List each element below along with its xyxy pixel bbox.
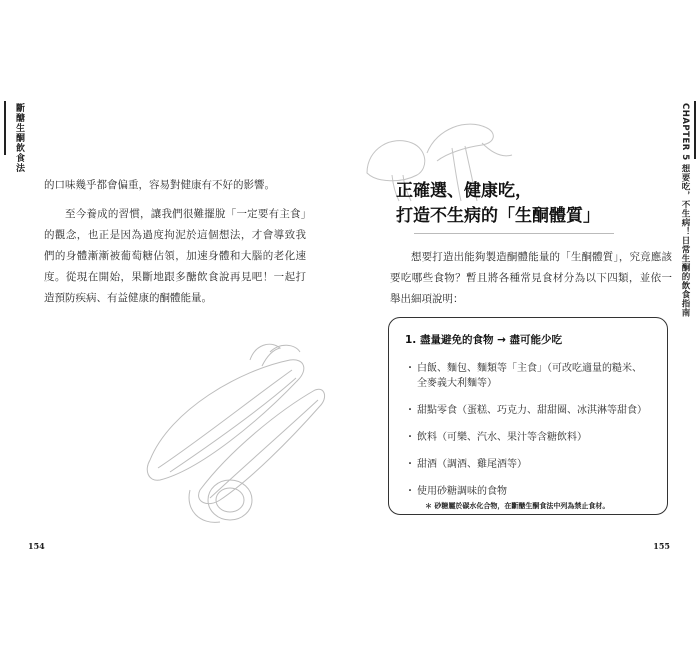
paragraph-1: 的口味幾乎都會偏重，容易對健康有不好的影響。 <box>44 179 275 191</box>
running-head-right: CHAPTER 5 想要吃，不生病！日常生酮的飲食指南 <box>680 103 690 318</box>
page-number-left: 154 <box>28 541 45 551</box>
page-number-right: 155 <box>653 541 670 551</box>
vegetable-sketch-illustration <box>130 340 330 530</box>
list-item <box>405 430 651 445</box>
box-heading: 1. 盡量避免的食物 → 盡可能少吃 <box>405 334 563 346</box>
chapter-title <box>396 179 636 229</box>
title-line-2: 打造不生病的「生酮體質」 <box>396 206 600 226</box>
list-item-text: 使用砂糖調味的食物 <box>417 486 507 497</box>
list-item-text: 甜點零食（蛋糕、巧克力、甜甜圈、冰淇淋等甜食） <box>417 405 647 416</box>
intro-paragraph: 想要打造出能夠製造酮體能量的「生酮體質」，究竟應該要吃哪些食物？暫且將各種常見食材分為以下四類，並依一舉出細項說明： <box>390 251 672 305</box>
list-item <box>405 484 651 499</box>
list-item <box>405 403 651 418</box>
bullet: ・ <box>405 486 415 497</box>
left-body-text <box>44 175 306 317</box>
title-divider <box>414 233 614 234</box>
box-footnote: ＊ 砂糖屬於碳水化合物，在斷醣生酮食法中列為禁止食材。 <box>425 502 610 510</box>
running-head-rule <box>4 101 12 155</box>
list-item-text: 白飯、麵包、麵類等「主食」（可改吃適量的糙米、全麥義大利麵等） <box>417 363 642 389</box>
bullet: ・ <box>405 363 415 374</box>
running-head-left: 斷醣生酮飲食法 <box>14 103 24 173</box>
list-item <box>405 457 651 472</box>
bullet: ・ <box>405 405 415 416</box>
book-spread <box>0 95 700 565</box>
left-page <box>0 95 348 565</box>
paragraph-2: 至今養成的習慣，讓我們很難擺脫「一定要有主食」的觀念，也正是因為過度拘泥於這個想法，才會導致我們的身體漸漸被葡萄糖佔領，加速身體和大腦的老化速度。從現在開始，果斷地跟多醣飲食說再見吧！一起打造預防疾病、有益健康的酮體能量。 <box>44 208 306 304</box>
right-page <box>352 95 700 565</box>
bullet: ・ <box>405 459 415 470</box>
list-item-text: 甜酒（調酒、雞尾酒等） <box>417 459 527 470</box>
title-line-1: 正確選、健康吃， <box>396 181 532 201</box>
list-item <box>405 361 651 391</box>
bullet: ・ <box>405 432 415 443</box>
list-item-text: 飲料（可樂、汽水、果汁等含糖飲料） <box>417 432 587 443</box>
food-category-box <box>388 317 668 515</box>
intro-text <box>390 247 672 310</box>
